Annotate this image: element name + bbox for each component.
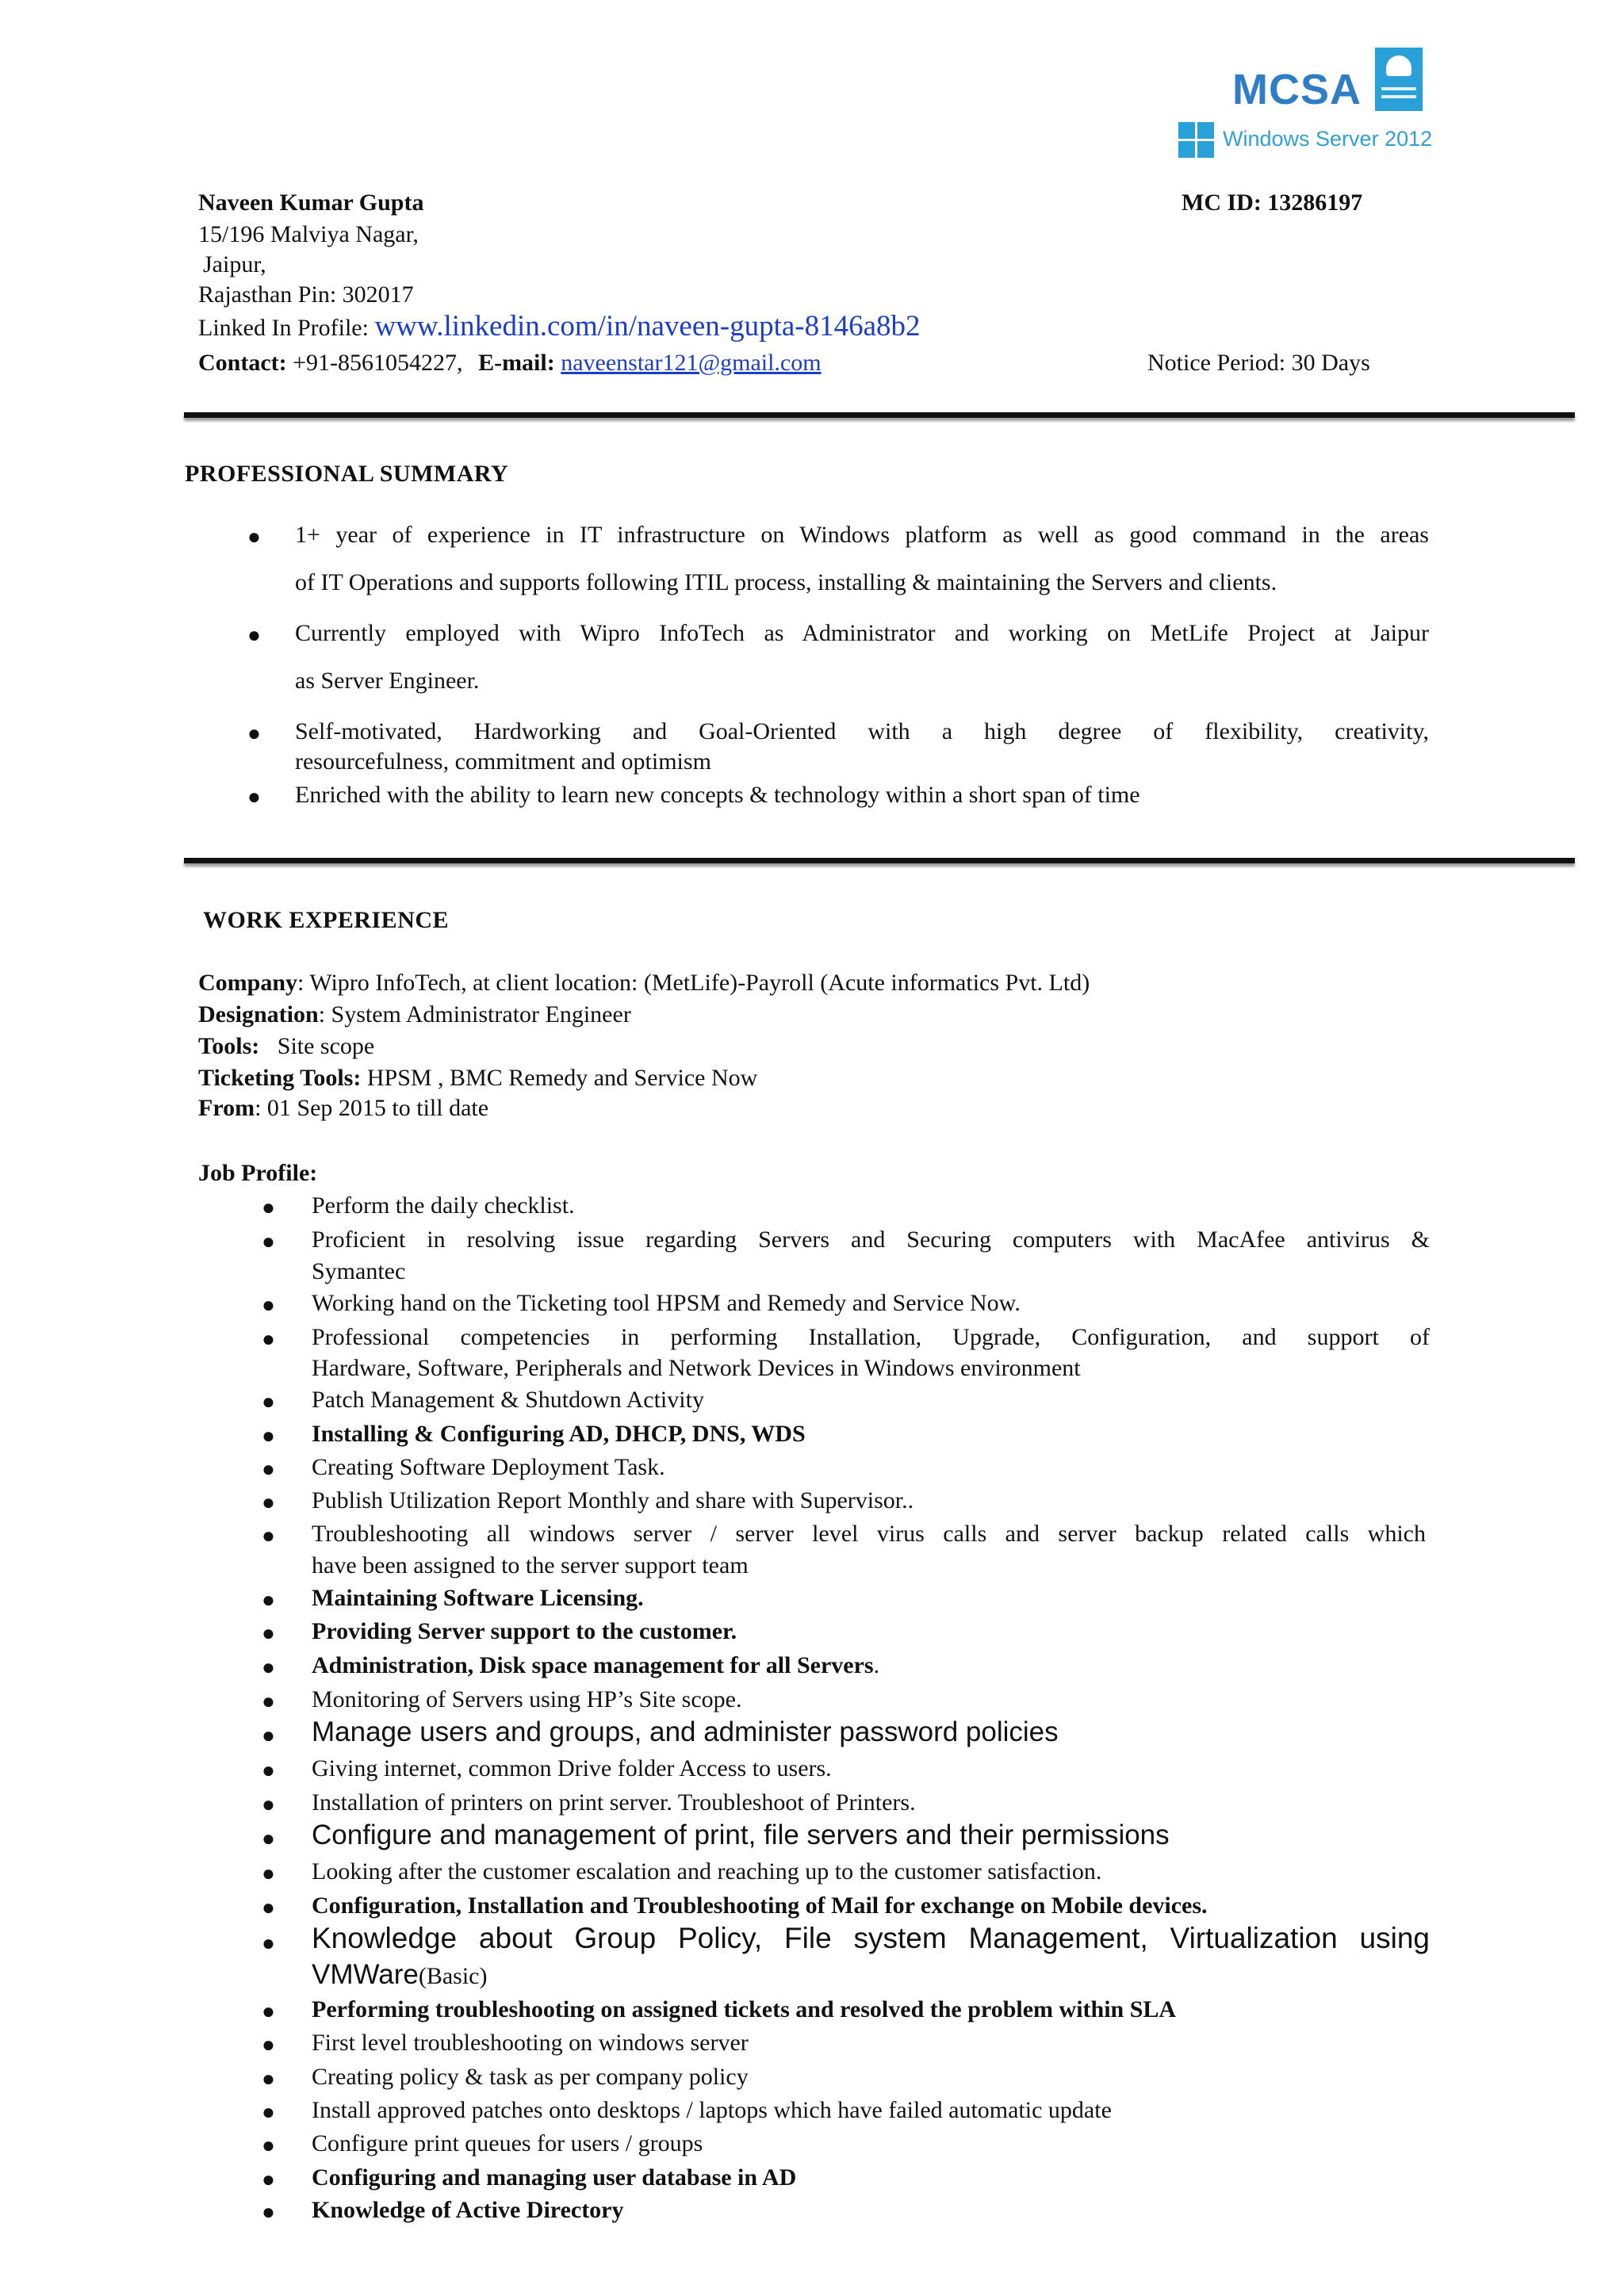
bullet-icon: ● (262, 1758, 275, 1783)
bullet-icon: ● (262, 1793, 275, 1817)
job-item: Configure print queues for users / groups (312, 2130, 703, 2156)
bullet-icon: ● (247, 721, 261, 746)
linkedin-link[interactable]: www.linkedin.com/in/naveen-gupta-8146a8b2 (374, 310, 921, 342)
summary-item-1-line-2: of IT Operations and supports following ITIL process, installing & maintaining the Servers and clients. (295, 569, 1277, 595)
job-item: Giving internet, common Drive folder Access to users. (312, 1755, 832, 1781)
job-item: Providing Server support to the customer. (312, 1618, 737, 1644)
email-label: E-mail: (478, 350, 555, 376)
bullet-icon: ● (262, 2168, 275, 2192)
job-item-cont: have been assigned to the server support team (312, 1552, 749, 1578)
summary-item-1-line-1: 1+ year of experience in IT infrastructure on Windows platform as well as good command in the areas (295, 522, 1429, 548)
bullet-icon: ● (262, 1457, 275, 1482)
job-item: Knowledge of Active Directory (312, 2197, 624, 2223)
summary-heading: PROFESSIONAL SUMMARY (185, 461, 509, 487)
bullet-icon: ● (262, 1490, 275, 1515)
job-item: Administration, Disk space management for all Servers. (312, 1652, 880, 1678)
contact-label: Contact: (198, 350, 287, 376)
job-item: Maintaining Software Licensing. (312, 1585, 644, 1611)
bullet-icon: ● (262, 1424, 275, 1448)
bullet-icon: ● (247, 525, 261, 549)
job-item: Professional competencies in performing Installation, Upgrade, Configuration, and support of (312, 1324, 1430, 1350)
job-item-cont: Symantec (312, 1258, 406, 1284)
address-line-3: Rajasthan Pin: 302017 (198, 281, 414, 308)
job-item: Working hand on the Ticketing tool HPSM and Remedy and Service Now. (312, 1290, 1021, 1316)
bullet-icon: ● (262, 1196, 275, 1220)
bullet-icon: ● (247, 785, 261, 809)
summary-item-2-line-1: Currently employed with Wipro InfoTech as Administrator and working on MetLife Project at Jaipur (295, 620, 1429, 646)
windows-logo-icon (1178, 122, 1215, 159)
job-item: Creating Software Deployment Task. (312, 1454, 665, 1480)
bullet-icon: ● (262, 1621, 275, 1646)
bullet-icon: ● (262, 1689, 275, 1714)
divider-2 (184, 858, 1575, 863)
linkedin-label: Linked In Profile: (198, 315, 369, 341)
bullet-icon: ● (262, 1588, 275, 1613)
logo-subtitle: Windows Server 2012 (1223, 127, 1433, 151)
job-item: Monitoring of Servers using HP’s Site scope. (312, 1686, 742, 1712)
company-row: Company: Wipro InfoTech, at client location: (MetLife)-Payroll (Acute informatics Pvt. Ltd) (198, 970, 1090, 996)
bullet-icon: ● (247, 623, 261, 648)
ticketing-row: Ticketing Tools: HPSM , BMC Remedy and Service Now (198, 1065, 758, 1091)
job-item: Patch Management & Shutdown Activity (312, 1387, 704, 1413)
job-item: Installing & Configuring AD, DHCP, DNS, WDS (312, 1421, 806, 1447)
bullet-icon: ● (262, 2100, 275, 2125)
bullet-icon: ● (262, 1999, 275, 2024)
job-item-cont: Hardware, Software, Peripherals and Network Devices in Windows environment (312, 1355, 1081, 1381)
address-line-2: Jaipur, (203, 251, 266, 277)
linkedin-row (198, 312, 921, 342)
job-item: Performing troubleshooting on assigned tickets and resolved the problem within SLA (312, 1996, 1177, 2022)
candidate-name: Naveen Kumar Gupta (198, 189, 424, 216)
job-item: Proficient in resolving issue regarding Servers and Securing computers with MacAfee antivirus & (312, 1226, 1430, 1253)
bullet-icon: ● (262, 1862, 275, 1886)
job-item: Publish Utilization Report Monthly and share with Supervisor.. (312, 1487, 914, 1513)
summary-item-4: Enriched with the ability to learn new concepts & technology within a short span of time (295, 782, 1140, 808)
summary-item-3-line-1: Self-motivated, Hardworking and Goal-Oriented with a high degree of flexibility, creativity, (295, 718, 1429, 744)
bullet-icon: ● (262, 1230, 275, 1254)
job-item: Knowledge about Group Policy, File system Management, Virtualization using (312, 1922, 1430, 1954)
bullet-icon: ● (262, 2033, 275, 2057)
tools-row: Tools: Site scope (198, 1033, 375, 1059)
job-item: Manage users and groups, and administer password policies (312, 1716, 1059, 1747)
bullet-icon: ● (262, 1390, 275, 1414)
mc-id: MC ID: 13286197 (1182, 189, 1363, 216)
divider-1 (184, 412, 1575, 418)
bullet-icon: ● (262, 1827, 275, 1851)
address-line-1: 15/196 Malviya Nagar, (198, 221, 419, 247)
contact-phone: +91-8561054227, (293, 350, 463, 376)
bullet-icon: ● (262, 1655, 275, 1680)
job-item: Installation of printers on print server. Troubleshoot of Printers. (312, 1789, 916, 1816)
job-item: Looking after the customer escalation and reaching up to the customer satisfaction. (312, 1858, 1102, 1885)
email-link[interactable]: naveenstar121@gmail.com (561, 350, 822, 376)
job-item-cont: VMWare(Basic) (312, 1959, 488, 1990)
summary-item-2-line-2: as Server Engineer. (295, 668, 480, 694)
bullet-icon: ● (262, 1931, 275, 1956)
bullet-icon: ● (262, 1327, 275, 1352)
bullet-icon: ● (262, 1524, 275, 1548)
job-item: Troubleshooting all windows server / server level virus calls and server backup related calls which (312, 1521, 1426, 1547)
notice-period: Notice Period: 30 Days (1147, 350, 1370, 376)
job-profile-label: Job Profile: (198, 1160, 318, 1186)
mcsa-badge-icon (1375, 48, 1423, 111)
job-item: Install approved patches onto desktops / laptops which have failed automatic update (312, 2097, 1112, 2123)
job-item: Creating policy & task as per company policy (312, 2064, 749, 2090)
contact-row (198, 349, 822, 377)
mcsa-logo (1178, 44, 1432, 163)
bullet-icon: ● (262, 2133, 275, 2158)
bullet-icon: ● (262, 1896, 275, 1920)
bullet-icon: ● (262, 2200, 275, 2225)
job-item: Configuring and managing user database in AD (312, 2164, 797, 2191)
job-item: First level troubleshooting on windows server (312, 2030, 749, 2056)
bullet-icon: ● (262, 1293, 275, 1318)
job-item: Configuration, Installation and Troubleshooting of Mail for exchange on Mobile devices. (312, 1892, 1208, 1919)
bullet-icon: ● (262, 2067, 275, 2091)
job-item: Perform the daily checklist. (312, 1192, 575, 1219)
designation-row: Designation: System Administrator Engineer (198, 1001, 631, 1027)
bullet-icon: ● (262, 1724, 275, 1748)
summary-item-3-line-2: resourcefulness, commitment and optimism (295, 748, 711, 775)
logo-title: MCSA (1232, 66, 1362, 113)
job-item: Configure and management of print, file servers and their permissions (312, 1820, 1170, 1850)
from-row: From: 01 Sep 2015 to till date (198, 1095, 489, 1121)
work-heading: WORK EXPERIENCE (203, 907, 450, 933)
